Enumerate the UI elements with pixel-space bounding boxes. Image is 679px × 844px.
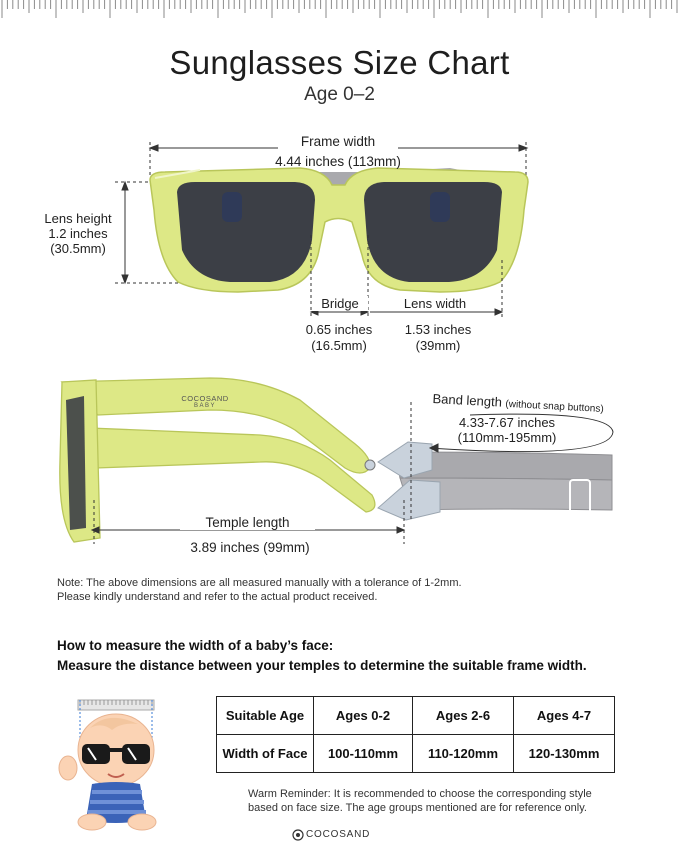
frame-width-label: Frame width [278, 134, 398, 149]
page-title: Sunglasses Size Chart [169, 44, 510, 81]
temple-length-value: 3.89 inches (99mm) [190, 540, 310, 555]
table-header-cell: Ages 4-7 [514, 697, 615, 735]
front-view-diagram [0, 0, 679, 370]
table-header-cell: Ages 2-6 [413, 697, 514, 735]
table-cell: 120-130mm [514, 735, 615, 773]
frame-width-value: 4.44 inches (113mm) [275, 154, 401, 169]
how-to-heading: How to measure the width of a baby’s face: [57, 638, 334, 653]
lens-width-inches: 1.53 inches [404, 322, 472, 337]
upper-band-clip [378, 442, 432, 478]
how-to-measure [57, 636, 587, 676]
lens-height-mm: (30.5mm) [50, 241, 106, 256]
size-table [216, 696, 615, 773]
band-length-label: Band length [432, 391, 503, 410]
lower-band-clip [378, 480, 440, 520]
table-header-cell: Ages 0-2 [314, 697, 413, 735]
sunglasses-front [150, 168, 528, 292]
side-view-diagram [0, 360, 679, 560]
baby-right-lens [122, 744, 150, 764]
band-length-inches: 4.33-7.67 inches [458, 415, 556, 430]
band-length-mm: (110mm-195mm) [457, 430, 557, 445]
table-cell: Width of Face [217, 735, 314, 773]
lens-height-label: Lens height [44, 211, 112, 226]
measurement-note [57, 576, 462, 604]
how-to-instruction: Measure the distance between your temples to determine the suitable frame width. [57, 658, 587, 673]
lens-height-inches: 1.2 inches [48, 226, 108, 241]
temple-length-label: Temple length [180, 515, 315, 530]
warm-reminder-line-1: Warm Reminder: It is recommended to choose the corresponding style [248, 788, 592, 800]
bridge-mm: (16.5mm) [311, 338, 367, 353]
footer-brand: COCOSAND [306, 829, 371, 840]
baby-left-lens [82, 744, 110, 764]
baby-illustration [50, 692, 170, 832]
table-header-cell: Suitable Age [217, 697, 314, 735]
page-subtitle: Age 0–2 [304, 84, 375, 105]
table-cell: 110-120mm [413, 735, 514, 773]
note-line-2: Please kindly understand and refer to the actual product received. [57, 591, 378, 603]
brand-logo-icon [292, 829, 304, 841]
band-length-note: (without snap buttons) [505, 398, 604, 415]
right-hinge-clip [430, 192, 450, 222]
arm-brand-sub: BABY [193, 403, 216, 409]
warm-reminder-line-2: based on face size. The age groups mentioned are for reference only. [248, 802, 587, 814]
table-header-row [217, 697, 615, 735]
lens-width-label: Lens width [390, 296, 480, 311]
bridge-inches: 0.65 inches [305, 322, 373, 337]
left-lens [177, 182, 315, 282]
left-hinge-clip [222, 192, 242, 222]
note-line-1: Note: The above dimensions are all measured manually with a tolerance of 1-2mm. [57, 577, 462, 589]
bridge-label: Bridge [312, 296, 368, 311]
table-row [217, 735, 615, 773]
warm-reminder [248, 787, 628, 815]
arm-brand-text: COCOSAND [181, 394, 229, 403]
table-cell: 100-110mm [314, 735, 413, 773]
lens-width-mm: (39mm) [415, 338, 461, 353]
